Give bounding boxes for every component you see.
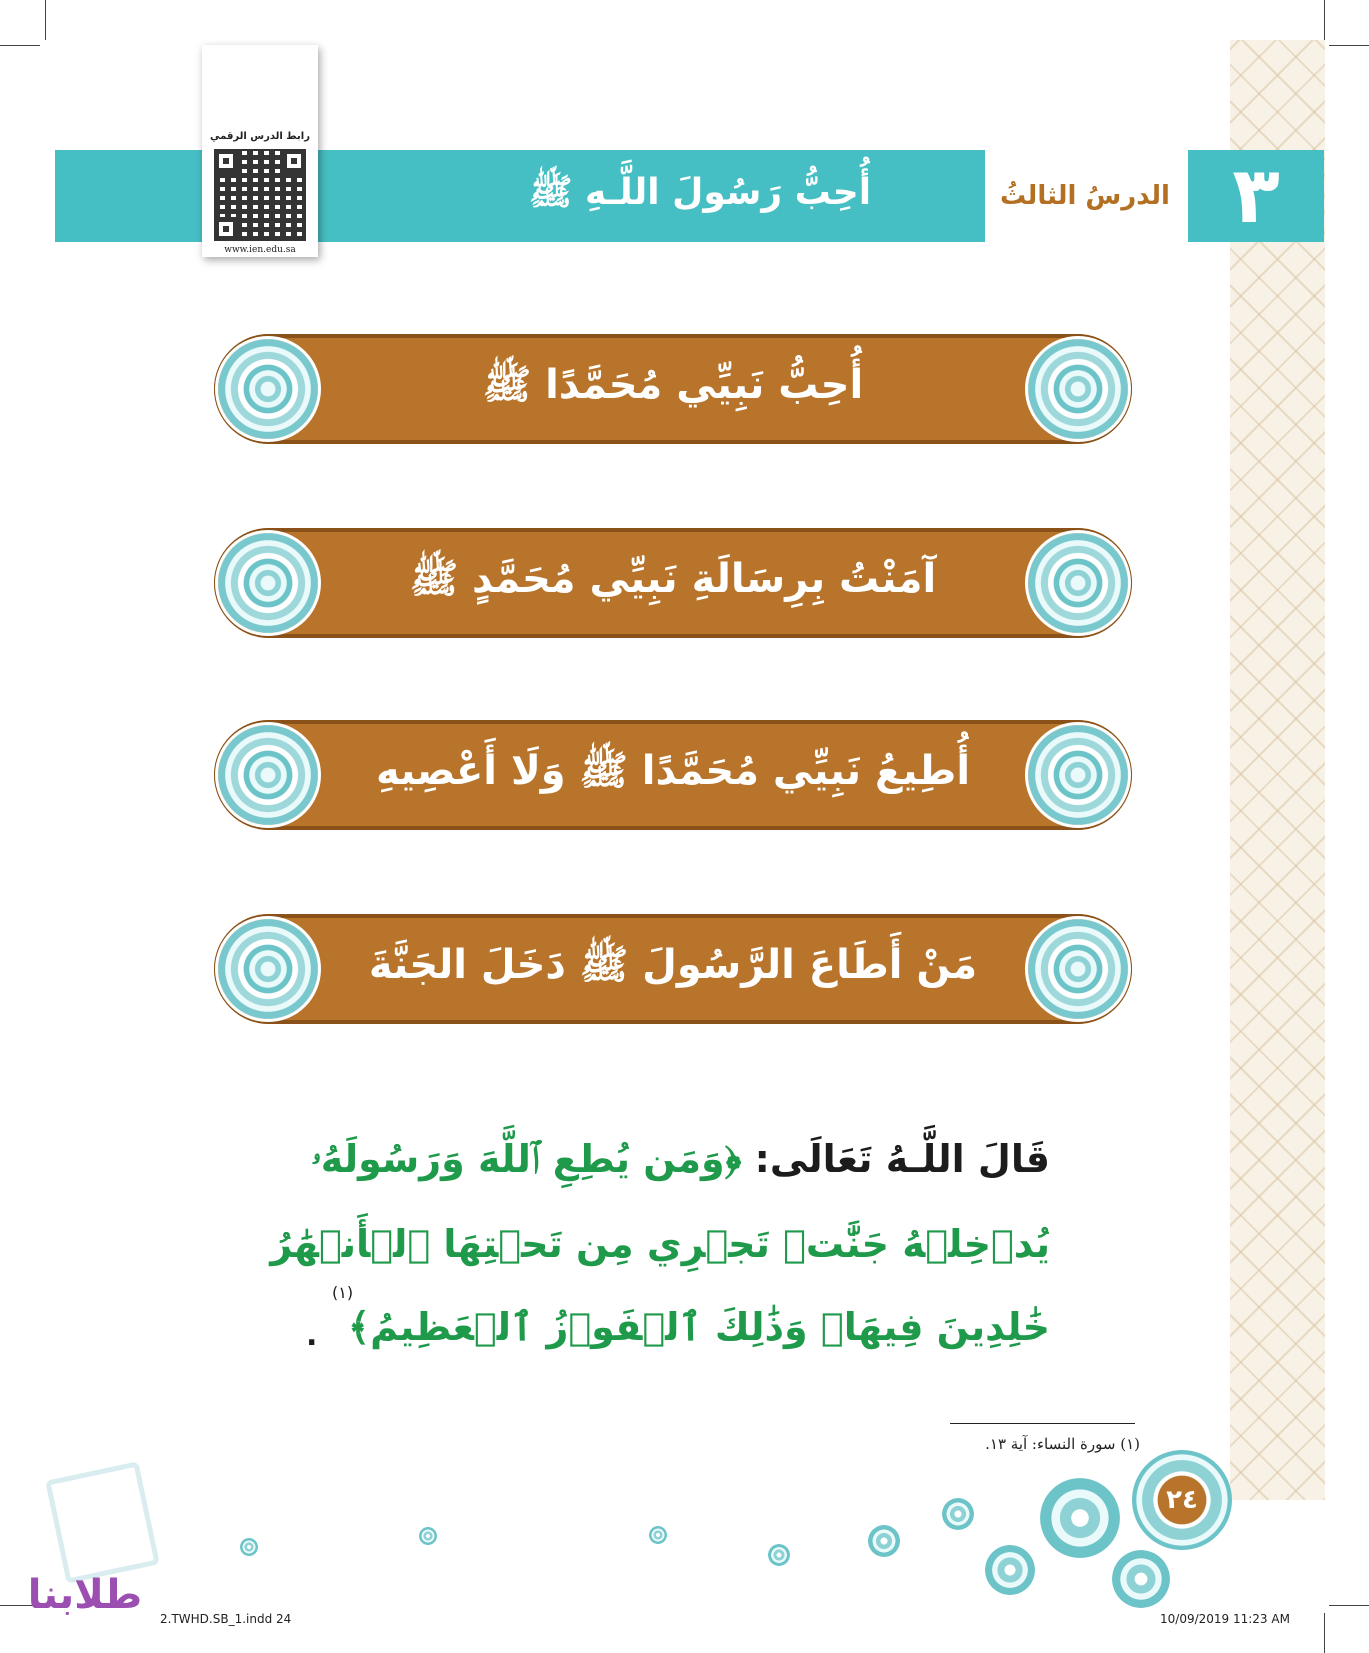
rosette-icon <box>1112 1550 1170 1608</box>
phrase-pill-4 <box>214 914 1132 1024</box>
decorative-pattern-strip <box>1230 40 1325 1500</box>
verse-intro: قَالَ اللَّـهُ تَعَالَى: <box>754 1137 1050 1181</box>
phrase-text: أُحِبُّ نَبِيِّي مُحَمَّدًا ﷺ <box>482 362 864 408</box>
rosette-icon <box>768 1544 790 1566</box>
crop-mark <box>1324 1613 1325 1653</box>
qr-label: رابط الدرس الرقمي <box>210 131 310 142</box>
rosette-icon <box>1028 533 1128 633</box>
crop-mark <box>1324 0 1325 40</box>
qr-finder-icon <box>214 217 238 241</box>
rosette-icon <box>218 725 318 825</box>
lesson-title-bar <box>55 150 985 242</box>
rosette-icon <box>419 1527 437 1545</box>
footnote: (١) سورة النساء: آية ١٣. <box>985 1435 1140 1453</box>
page-number: ٢٤ <box>1166 1485 1198 1515</box>
crop-mark <box>45 0 46 40</box>
phrase-pill-2 <box>214 528 1132 638</box>
verse-end-mark: . <box>306 1318 318 1353</box>
rosette-icon <box>1028 339 1128 439</box>
rosette-icon <box>218 339 318 439</box>
qr-finder-icon <box>214 149 238 173</box>
verse-text: يُدۡخِلۡهُ جَنَّٰتٖ تَجۡرِي مِن تَحۡتِهَا ٱلۡأَنۡهَٰرُ <box>270 1222 1050 1266</box>
rosette-icon <box>868 1525 900 1557</box>
crop-mark <box>0 45 40 46</box>
verse-line-1 <box>290 1137 1050 1181</box>
lesson-number: ٣ <box>1188 150 1324 242</box>
verse-text: ﴿وَمَن يُطِعِ ٱللَّهَ وَرَسُولَهُۥ <box>311 1137 742 1181</box>
rosette-icon <box>1028 725 1128 825</box>
qr-code-icon[interactable] <box>214 149 306 241</box>
qr-finder-icon <box>282 149 306 173</box>
rosette-icon <box>649 1526 667 1544</box>
phrase-text: مَنْ أَطَاعَ الرَّسُولَ ﷺ دَخَلَ الجَنَّةَ <box>368 942 978 988</box>
phrase-pill-3 <box>214 720 1132 830</box>
rosette-icon <box>240 1538 258 1556</box>
rosette-icon <box>985 1545 1035 1595</box>
footnote-ref: (١) <box>332 1283 354 1302</box>
footnote-divider <box>950 1423 1135 1424</box>
slug-timestamp: 10/09/2019 11:23 AM <box>1160 1612 1290 1626</box>
lesson-title: أُحِبُّ رَسُولَ اللَّـهِ ﷺ <box>528 172 872 213</box>
rosette-icon <box>218 533 318 633</box>
crop-mark <box>1329 1605 1369 1606</box>
site-logo[interactable]: طلابنا <box>27 1572 143 1618</box>
rosette-icon <box>218 919 318 1019</box>
verse-line-2 <box>270 1222 1050 1266</box>
qr-url[interactable]: www.ien.edu.sa <box>224 245 296 255</box>
verse-line-3 <box>290 1305 1050 1349</box>
rosette-icon <box>1040 1478 1120 1558</box>
slug-filename: 2.TWHD.SB_1.indd 24 <box>160 1612 292 1626</box>
lesson-label: الدرسُ الثالثُ <box>1000 181 1170 211</box>
crop-mark <box>1329 45 1369 46</box>
verse-text: خَٰلِدِينَ فِيهَاۚ وَذَٰلِكَ ٱلۡفَوۡزُ ٱلۡعَظِيمُ﴾ <box>347 1305 1050 1349</box>
qr-card[interactable] <box>202 45 318 257</box>
phrase-text: أُطِيعُ نَبِيِّي مُحَمَّدًا ﷺ وَلَا أَعْصِيهِ <box>375 748 971 794</box>
rosette-icon <box>1028 919 1128 1019</box>
phrase-pill-1 <box>214 334 1132 444</box>
rosette-icon <box>942 1498 974 1530</box>
page-number-badge <box>1132 1450 1232 1550</box>
phrase-text: آمَنْتُ بِرِسَالَةِ نَبِيِّي مُحَمَّدٍ ﷺ <box>409 556 937 602</box>
